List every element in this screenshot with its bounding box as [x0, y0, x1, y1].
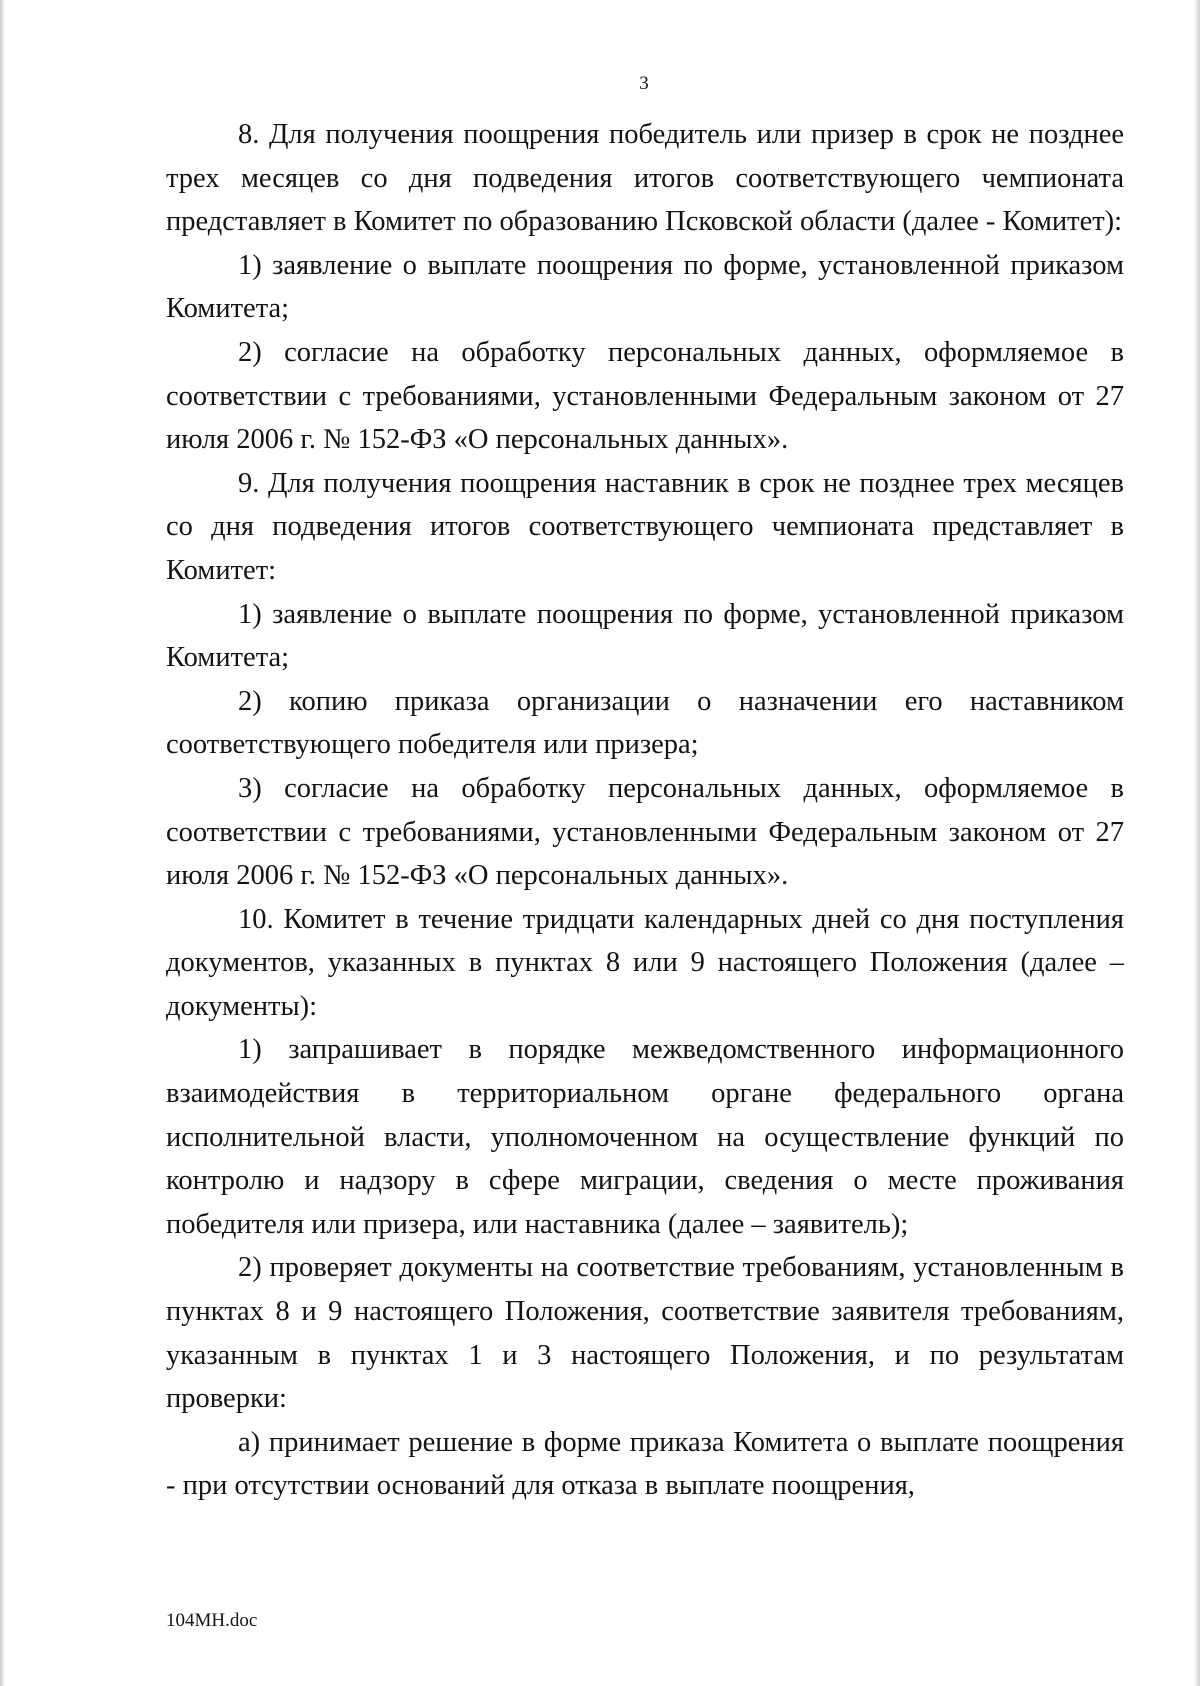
paragraph-10-item-2a: а) принимает решение в форме приказа Комитета о выплате поощрения - при отсутствии оснований для отказа в выплате поощрения,: [166, 1426, 1124, 1502]
paragraph-9-item-1: 1) заявление о выплате поощрения по форме, установленной приказом Комитета;: [166, 598, 1124, 674]
paragraph-10: 10. Комитет в течение тридцати календарных дней со дня поступления документов, указанных в пунктах 8 или 9 настоящего Положения (далее – документы):: [166, 903, 1124, 1022]
paragraph-8-item-2: 2) согласие на обработку персональных данных, оформляемое в соответствии с требованиями, установленными Федеральным законом от 27 июля 2006 г. № 152-ФЗ «О персональных данных».: [166, 336, 1124, 456]
paragraph-9-item-3: 3) согласие на обработку персональных данных, оформляемое в соответствии с требованиями, установленными Федеральным законом от 27 июля 2006 г. № 152-ФЗ «О персональных данных».: [166, 772, 1124, 892]
scan-edge-left: [0, 0, 5, 1686]
page-number: 3: [639, 73, 649, 94]
document-body: [166, 113, 1124, 1508]
paragraph-10-item-2: 2) проверяет документы на соответствие требованиям, установленным в пунктах 8 и 9 настоящего Положения, соответствие заявителя требованиям, указанным в пунктах 1 и 3 настоящего Положения, и по результатам проверки:: [166, 1252, 1124, 1415]
paragraph-8-item-1: 1) заявление о выплате поощрения по форме, установленной приказом Комитета;: [166, 249, 1124, 325]
paragraph-9-item-2: 2) копию приказа организации о назначении его наставником соответствующего победителя или призера;: [166, 685, 1124, 761]
paragraph-9: 9. Для получения поощрения наставник в срок не позднее трех месяцев со дня подведения итогов соответствующего чемпионата представляет в Комитет:: [166, 467, 1124, 586]
scan-edge-right: [1194, 0, 1200, 1686]
paragraph-10-item-1: 1) запрашивает в порядке межведомственного информационного взаимодействия в территориальном органе федерального органа исполнительной власти, уполномоченном на осуществление функций по контролю и надзору в сфере миграции, сведения о месте проживания победителя или призера, или наставника (далее – заявитель);: [166, 1034, 1124, 1240]
paragraph-8: 8. Для получения поощрения победитель или призер в срок не позднее трех месяцев со дня подведения итогов соответствующего чемпионата представляет в Комитет по образованию Псковской области (далее - Комитет):: [166, 119, 1124, 238]
footer-filename: 104MH.doc: [166, 1610, 258, 1631]
